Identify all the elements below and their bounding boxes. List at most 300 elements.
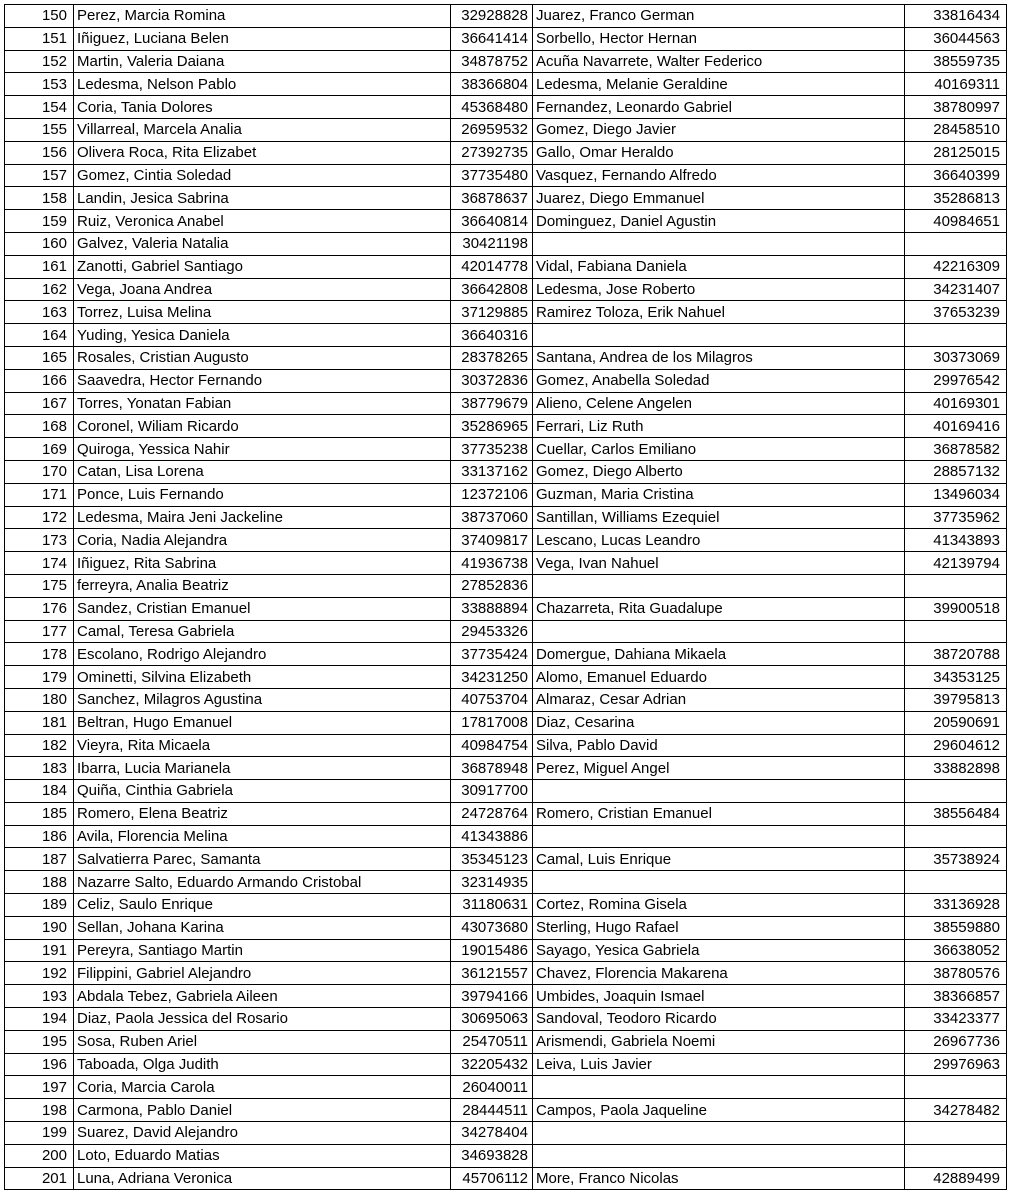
- partner-name-cell: Ledesma, Jose Roberto: [533, 278, 905, 301]
- table-body: [5, 5, 1007, 1190]
- holder-name-cell: Loto, Eduardo Matias: [74, 1144, 451, 1167]
- partner-id-cell: [905, 232, 1007, 255]
- holder-id-cell: 27392735: [451, 141, 533, 164]
- partner-name-cell: Gallo, Omar Heraldo: [533, 141, 905, 164]
- holder-id-cell: 29453326: [451, 620, 533, 643]
- partner-name-cell: Chavez, Florencia Makarena: [533, 962, 905, 985]
- holder-name-cell: Avila, Florencia Melina: [74, 825, 451, 848]
- partner-name-cell: Sayago, Yesica Gabriela: [533, 939, 905, 962]
- partner-id-cell: 34231407: [905, 278, 1007, 301]
- partner-id-cell: 36878582: [905, 438, 1007, 461]
- partner-name-cell: Sorbello, Hector Hernan: [533, 27, 905, 50]
- holder-name-cell: Vieyra, Rita Micaela: [74, 734, 451, 757]
- holder-id-cell: 34278404: [451, 1122, 533, 1145]
- holder-name-cell: Zanotti, Gabriel Santiago: [74, 255, 451, 278]
- row-number-cell: 165: [5, 346, 74, 369]
- partner-name-cell: [533, 620, 905, 643]
- partner-name-cell: Fernandez, Leonardo Gabriel: [533, 96, 905, 119]
- holder-id-cell: 32205432: [451, 1053, 533, 1076]
- holder-id-cell: 17817008: [451, 711, 533, 734]
- holder-name-cell: Ponce, Luis Fernando: [74, 483, 451, 506]
- holder-name-cell: Ibarra, Lucia Marianela: [74, 757, 451, 780]
- row-number-cell: 187: [5, 848, 74, 871]
- partner-name-cell: Alieno, Celene Angelen: [533, 392, 905, 415]
- table-row: [5, 141, 1007, 164]
- row-number-cell: 168: [5, 415, 74, 438]
- holder-id-cell: 33137162: [451, 460, 533, 483]
- holder-name-cell: Gomez, Cintia Soledad: [74, 164, 451, 187]
- partner-name-cell: More, Franco Nicolas: [533, 1167, 905, 1190]
- partner-id-cell: 26967736: [905, 1030, 1007, 1053]
- row-number-cell: 150: [5, 5, 74, 28]
- holder-name-cell: Filippini, Gabriel Alejandro: [74, 962, 451, 985]
- table-row: [5, 848, 1007, 871]
- row-number-cell: 189: [5, 894, 74, 917]
- partner-name-cell: Diaz, Cesarina: [533, 711, 905, 734]
- holder-name-cell: Coronel, Wiliam Ricardo: [74, 415, 451, 438]
- partner-name-cell: Perez, Miguel Angel: [533, 757, 905, 780]
- holder-name-cell: Suarez, David Alejandro: [74, 1122, 451, 1145]
- table-row: [5, 552, 1007, 575]
- holder-id-cell: 37735238: [451, 438, 533, 461]
- partner-name-cell: [533, 871, 905, 894]
- table-row: [5, 278, 1007, 301]
- holder-id-cell: 41343886: [451, 825, 533, 848]
- table-row: [5, 757, 1007, 780]
- partner-id-cell: 40169416: [905, 415, 1007, 438]
- table-row: [5, 643, 1007, 666]
- row-number-cell: 180: [5, 688, 74, 711]
- table-row: [5, 27, 1007, 50]
- row-number-cell: 176: [5, 597, 74, 620]
- holder-name-cell: Sosa, Ruben Ariel: [74, 1030, 451, 1053]
- holder-id-cell: 35286965: [451, 415, 533, 438]
- holder-name-cell: Salvatierra Parec, Samanta: [74, 848, 451, 871]
- holder-id-cell: 30372836: [451, 369, 533, 392]
- partner-name-cell: Juarez, Diego Emmanuel: [533, 187, 905, 210]
- partner-name-cell: Umbides, Joaquin Ismael: [533, 985, 905, 1008]
- row-number-cell: 185: [5, 802, 74, 825]
- row-number-cell: 194: [5, 1008, 74, 1031]
- holder-id-cell: 34693828: [451, 1144, 533, 1167]
- table-row: [5, 96, 1007, 119]
- table-row: [5, 871, 1007, 894]
- holder-name-cell: Ledesma, Maira Jeni Jackeline: [74, 506, 451, 529]
- holder-id-cell: 31180631: [451, 894, 533, 917]
- partner-name-cell: Gomez, Diego Javier: [533, 118, 905, 141]
- partner-id-cell: 28458510: [905, 118, 1007, 141]
- partner-name-cell: Ferrari, Liz Ruth: [533, 415, 905, 438]
- row-number-cell: 151: [5, 27, 74, 50]
- holder-name-cell: Galvez, Valeria Natalia: [74, 232, 451, 255]
- row-number-cell: 177: [5, 620, 74, 643]
- partner-name-cell: Camal, Luis Enrique: [533, 848, 905, 871]
- row-number-cell: 157: [5, 164, 74, 187]
- partner-id-cell: 38366857: [905, 985, 1007, 1008]
- row-number-cell: 167: [5, 392, 74, 415]
- holder-id-cell: 43073680: [451, 916, 533, 939]
- partner-name-cell: Almaraz, Cesar Adrian: [533, 688, 905, 711]
- holder-id-cell: 27852836: [451, 574, 533, 597]
- table-row: [5, 73, 1007, 96]
- partner-id-cell: 37735962: [905, 506, 1007, 529]
- holder-name-cell: Sellan, Johana Karina: [74, 916, 451, 939]
- table-row: [5, 734, 1007, 757]
- row-number-cell: 171: [5, 483, 74, 506]
- holder-name-cell: Yuding, Yesica Daniela: [74, 324, 451, 347]
- partner-id-cell: 42889499: [905, 1167, 1007, 1190]
- holder-id-cell: 36640814: [451, 210, 533, 233]
- partner-id-cell: 33816434: [905, 5, 1007, 28]
- holder-id-cell: 36878637: [451, 187, 533, 210]
- row-number-cell: 154: [5, 96, 74, 119]
- row-number-cell: 174: [5, 552, 74, 575]
- table-row: [5, 666, 1007, 689]
- partner-id-cell: 38556484: [905, 802, 1007, 825]
- holder-id-cell: 36642808: [451, 278, 533, 301]
- row-number-cell: 158: [5, 187, 74, 210]
- partner-id-cell: 42139794: [905, 552, 1007, 575]
- holder-id-cell: 38366804: [451, 73, 533, 96]
- holder-name-cell: Catan, Lisa Lorena: [74, 460, 451, 483]
- row-number-cell: 179: [5, 666, 74, 689]
- table-row: [5, 962, 1007, 985]
- table-row: [5, 597, 1007, 620]
- holder-id-cell: 34878752: [451, 50, 533, 73]
- table-row: [5, 483, 1007, 506]
- partner-name-cell: Ramirez Toloza, Erik Nahuel: [533, 301, 905, 324]
- row-number-cell: 186: [5, 825, 74, 848]
- row-number-cell: 164: [5, 324, 74, 347]
- partner-id-cell: 41343893: [905, 529, 1007, 552]
- partner-id-cell: 29976963: [905, 1053, 1007, 1076]
- partner-name-cell: [533, 232, 905, 255]
- holder-name-cell: Escolano, Rodrigo Alejandro: [74, 643, 451, 666]
- holder-name-cell: Camal, Teresa Gabriela: [74, 620, 451, 643]
- holder-name-cell: Saavedra, Hector Fernando: [74, 369, 451, 392]
- holder-id-cell: 24728764: [451, 802, 533, 825]
- partner-name-cell: [533, 574, 905, 597]
- partner-id-cell: 36638052: [905, 939, 1007, 962]
- holder-id-cell: 26040011: [451, 1076, 533, 1099]
- row-number-cell: 193: [5, 985, 74, 1008]
- partner-name-cell: Gomez, Diego Alberto: [533, 460, 905, 483]
- holder-id-cell: 34231250: [451, 666, 533, 689]
- holder-id-cell: 36121557: [451, 962, 533, 985]
- partner-id-cell: [905, 574, 1007, 597]
- partner-name-cell: Alomo, Emanuel Eduardo: [533, 666, 905, 689]
- partner-name-cell: Domergue, Dahiana Mikaela: [533, 643, 905, 666]
- holder-name-cell: Ruiz, Veronica Anabel: [74, 210, 451, 233]
- holder-id-cell: 36641414: [451, 27, 533, 50]
- partner-name-cell: [533, 825, 905, 848]
- table-row: [5, 1053, 1007, 1076]
- partner-name-cell: [533, 1122, 905, 1145]
- partner-id-cell: [905, 1144, 1007, 1167]
- row-number-cell: 161: [5, 255, 74, 278]
- partner-id-cell: 29976542: [905, 369, 1007, 392]
- holder-id-cell: 26959532: [451, 118, 533, 141]
- row-number-cell: 159: [5, 210, 74, 233]
- table-row: [5, 711, 1007, 734]
- partner-name-cell: Sandoval, Teodoro Ricardo: [533, 1008, 905, 1031]
- row-number-cell: 190: [5, 916, 74, 939]
- holder-name-cell: Diaz, Paola Jessica del Rosario: [74, 1008, 451, 1031]
- partner-name-cell: Dominguez, Daniel Agustin: [533, 210, 905, 233]
- partner-id-cell: 38559735: [905, 50, 1007, 73]
- table-row: [5, 688, 1007, 711]
- holder-id-cell: 36640316: [451, 324, 533, 347]
- partner-id-cell: 40984651: [905, 210, 1007, 233]
- holder-name-cell: Sanchez, Milagros Agustina: [74, 688, 451, 711]
- holder-name-cell: Rosales, Cristian Augusto: [74, 346, 451, 369]
- partner-id-cell: 34278482: [905, 1099, 1007, 1122]
- partner-name-cell: Vasquez, Fernando Alfredo: [533, 164, 905, 187]
- partner-id-cell: 42216309: [905, 255, 1007, 278]
- partner-id-cell: 28857132: [905, 460, 1007, 483]
- partner-name-cell: Guzman, Maria Cristina: [533, 483, 905, 506]
- partner-id-cell: [905, 1076, 1007, 1099]
- row-number-cell: 182: [5, 734, 74, 757]
- partner-id-cell: [905, 780, 1007, 803]
- holder-id-cell: 37735424: [451, 643, 533, 666]
- partner-name-cell: Ledesma, Melanie Geraldine: [533, 73, 905, 96]
- partner-id-cell: 35286813: [905, 187, 1007, 210]
- partner-id-cell: 33136928: [905, 894, 1007, 917]
- table-row: [5, 574, 1007, 597]
- holder-name-cell: Luna, Adriana Veronica: [74, 1167, 451, 1190]
- partner-name-cell: Campos, Paola Jaqueline: [533, 1099, 905, 1122]
- row-number-cell: 173: [5, 529, 74, 552]
- holder-id-cell: 38779679: [451, 392, 533, 415]
- partner-id-cell: 33423377: [905, 1008, 1007, 1031]
- partner-name-cell: Acuña Navarrete, Walter Federico: [533, 50, 905, 73]
- row-number-cell: 169: [5, 438, 74, 461]
- table-row: [5, 187, 1007, 210]
- partner-id-cell: 37653239: [905, 301, 1007, 324]
- row-number-cell: 191: [5, 939, 74, 962]
- table-row: [5, 438, 1007, 461]
- table-row: [5, 1008, 1007, 1031]
- holder-id-cell: 32314935: [451, 871, 533, 894]
- holder-name-cell: Pereyra, Santiago Martin: [74, 939, 451, 962]
- row-number-cell: 163: [5, 301, 74, 324]
- table-row: [5, 255, 1007, 278]
- holder-name-cell: Coria, Nadia Alejandra: [74, 529, 451, 552]
- partner-id-cell: [905, 825, 1007, 848]
- row-number-cell: 155: [5, 118, 74, 141]
- row-number-cell: 200: [5, 1144, 74, 1167]
- partner-id-cell: 35738924: [905, 848, 1007, 871]
- holder-name-cell: Vega, Joana Andrea: [74, 278, 451, 301]
- holder-name-cell: Martin, Valeria Daiana: [74, 50, 451, 73]
- table-row: [5, 164, 1007, 187]
- partner-id-cell: [905, 871, 1007, 894]
- holder-id-cell: 40984754: [451, 734, 533, 757]
- partner-id-cell: 38720788: [905, 643, 1007, 666]
- partner-name-cell: Romero, Cristian Emanuel: [533, 802, 905, 825]
- table-row: [5, 324, 1007, 347]
- table-row: [5, 415, 1007, 438]
- row-number-cell: 199: [5, 1122, 74, 1145]
- row-number-cell: 188: [5, 871, 74, 894]
- partner-name-cell: [533, 780, 905, 803]
- partner-name-cell: Chazarreta, Rita Guadalupe: [533, 597, 905, 620]
- partner-name-cell: [533, 1076, 905, 1099]
- row-number-cell: 152: [5, 50, 74, 73]
- holder-name-cell: ferreyra, Analia Beatriz: [74, 574, 451, 597]
- row-number-cell: 183: [5, 757, 74, 780]
- holder-name-cell: Torrez, Luisa Melina: [74, 301, 451, 324]
- partner-id-cell: 33882898: [905, 757, 1007, 780]
- table-row: [5, 620, 1007, 643]
- holder-id-cell: 25470511: [451, 1030, 533, 1053]
- partner-id-cell: 36640399: [905, 164, 1007, 187]
- table-row: [5, 301, 1007, 324]
- holder-id-cell: 41936738: [451, 552, 533, 575]
- holder-name-cell: Romero, Elena Beatriz: [74, 802, 451, 825]
- table-row: [5, 1144, 1007, 1167]
- table-row: [5, 1030, 1007, 1053]
- row-number-cell: 192: [5, 962, 74, 985]
- partner-name-cell: Juarez, Franco German: [533, 5, 905, 28]
- holder-id-cell: 39794166: [451, 985, 533, 1008]
- table-row: [5, 825, 1007, 848]
- table-row: [5, 780, 1007, 803]
- table-row: [5, 939, 1007, 962]
- partner-name-cell: [533, 1144, 905, 1167]
- partner-name-cell: Silva, Pablo David: [533, 734, 905, 757]
- row-number-cell: 196: [5, 1053, 74, 1076]
- table-row: [5, 232, 1007, 255]
- partner-id-cell: 38780576: [905, 962, 1007, 985]
- partner-name-cell: Vega, Ivan Nahuel: [533, 552, 905, 575]
- table-row: [5, 1099, 1007, 1122]
- partner-name-cell: Lescano, Lucas Leandro: [533, 529, 905, 552]
- partner-id-cell: 39795813: [905, 688, 1007, 711]
- holder-id-cell: 37735480: [451, 164, 533, 187]
- row-number-cell: 172: [5, 506, 74, 529]
- holder-name-cell: Quiroga, Yessica Nahir: [74, 438, 451, 461]
- table-row: [5, 1076, 1007, 1099]
- holder-name-cell: Nazarre Salto, Eduardo Armando Cristobal: [74, 871, 451, 894]
- partner-id-cell: [905, 324, 1007, 347]
- partner-name-cell: Cuellar, Carlos Emiliano: [533, 438, 905, 461]
- partner-name-cell: Arismendi, Gabriela Noemi: [533, 1030, 905, 1053]
- row-number-cell: 170: [5, 460, 74, 483]
- holder-name-cell: Abdala Tebez, Gabriela Aileen: [74, 985, 451, 1008]
- beneficiary-table: [4, 4, 1007, 1190]
- row-number-cell: 198: [5, 1099, 74, 1122]
- holder-name-cell: Beltran, Hugo Emanuel: [74, 711, 451, 734]
- table-row: [5, 5, 1007, 28]
- partner-id-cell: 34353125: [905, 666, 1007, 689]
- partner-id-cell: 20590691: [905, 711, 1007, 734]
- partner-name-cell: Santillan, Williams Ezequiel: [533, 506, 905, 529]
- table-row: [5, 506, 1007, 529]
- partner-id-cell: 38559880: [905, 916, 1007, 939]
- holder-id-cell: 28444511: [451, 1099, 533, 1122]
- holder-id-cell: 45706112: [451, 1167, 533, 1190]
- table-row: [5, 916, 1007, 939]
- table-row: [5, 392, 1007, 415]
- holder-name-cell: Ominetti, Silvina Elizabeth: [74, 666, 451, 689]
- holder-name-cell: Carmona, Pablo Daniel: [74, 1099, 451, 1122]
- partner-id-cell: 28125015: [905, 141, 1007, 164]
- table-row: [5, 346, 1007, 369]
- partner-name-cell: Cortez, Romina Gisela: [533, 894, 905, 917]
- table-row: [5, 50, 1007, 73]
- partner-name-cell: Gomez, Anabella Soledad: [533, 369, 905, 392]
- table-row: [5, 210, 1007, 233]
- partner-id-cell: 36044563: [905, 27, 1007, 50]
- row-number-cell: 178: [5, 643, 74, 666]
- table-row: [5, 1167, 1007, 1190]
- partner-name-cell: Santana, Andrea de los Milagros: [533, 346, 905, 369]
- table-row: [5, 1122, 1007, 1145]
- holder-name-cell: Olivera Roca, Rita Elizabet: [74, 141, 451, 164]
- holder-id-cell: 12372106: [451, 483, 533, 506]
- holder-name-cell: Ledesma, Nelson Pablo: [74, 73, 451, 96]
- holder-id-cell: 42014778: [451, 255, 533, 278]
- holder-name-cell: Sandez, Cristian Emanuel: [74, 597, 451, 620]
- holder-name-cell: Landin, Jesica Sabrina: [74, 187, 451, 210]
- partner-name-cell: [533, 324, 905, 347]
- row-number-cell: 195: [5, 1030, 74, 1053]
- table-row: [5, 118, 1007, 141]
- holder-name-cell: Quiña, Cinthia Gabriela: [74, 780, 451, 803]
- holder-name-cell: Coria, Tania Dolores: [74, 96, 451, 119]
- holder-name-cell: Iñiguez, Rita Sabrina: [74, 552, 451, 575]
- row-number-cell: 166: [5, 369, 74, 392]
- table-row: [5, 460, 1007, 483]
- holder-name-cell: Perez, Marcia Romina: [74, 5, 451, 28]
- partner-id-cell: 13496034: [905, 483, 1007, 506]
- partner-id-cell: 38780997: [905, 96, 1007, 119]
- holder-id-cell: 32928828: [451, 5, 533, 28]
- partner-id-cell: 40169301: [905, 392, 1007, 415]
- holder-name-cell: Celiz, Saulo Enrique: [74, 894, 451, 917]
- row-number-cell: 156: [5, 141, 74, 164]
- holder-id-cell: 36878948: [451, 757, 533, 780]
- holder-id-cell: 45368480: [451, 96, 533, 119]
- holder-id-cell: 40753704: [451, 688, 533, 711]
- holder-id-cell: 19015486: [451, 939, 533, 962]
- partner-id-cell: 29604612: [905, 734, 1007, 757]
- table-row: [5, 894, 1007, 917]
- holder-name-cell: Iñiguez, Luciana Belen: [74, 27, 451, 50]
- holder-id-cell: 30421198: [451, 232, 533, 255]
- table-row: [5, 369, 1007, 392]
- partner-id-cell: [905, 620, 1007, 643]
- holder-id-cell: 37129885: [451, 301, 533, 324]
- holder-name-cell: Taboada, Olga Judith: [74, 1053, 451, 1076]
- partner-name-cell: Sterling, Hugo Rafael: [533, 916, 905, 939]
- row-number-cell: 197: [5, 1076, 74, 1099]
- holder-name-cell: Torres, Yonatan Fabian: [74, 392, 451, 415]
- holder-id-cell: 30695063: [451, 1008, 533, 1031]
- row-number-cell: 184: [5, 780, 74, 803]
- partner-id-cell: [905, 1122, 1007, 1145]
- row-number-cell: 181: [5, 711, 74, 734]
- holder-id-cell: 35345123: [451, 848, 533, 871]
- holder-name-cell: Coria, Marcia Carola: [74, 1076, 451, 1099]
- table-row: [5, 802, 1007, 825]
- holder-id-cell: 28378265: [451, 346, 533, 369]
- partner-id-cell: 40169311: [905, 73, 1007, 96]
- holder-id-cell: 30917700: [451, 780, 533, 803]
- row-number-cell: 162: [5, 278, 74, 301]
